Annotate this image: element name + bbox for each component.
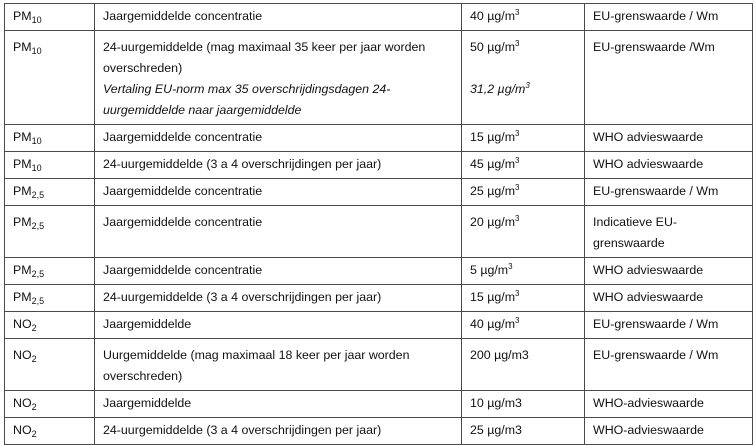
description-text: 24-uurgemiddelde (3 a 4 overschrijdingen per jaar) — [103, 157, 382, 171]
description-text: Jaargemiddelde concentratie — [103, 184, 263, 198]
description-cell — [95, 31, 462, 125]
source-cell — [585, 4, 753, 31]
description-cell — [95, 258, 462, 285]
value-cell — [462, 312, 585, 339]
pollutant-cell — [5, 31, 95, 125]
source-text: Indicatieve EU-grenswaarde — [593, 215, 678, 250]
table-row — [5, 31, 753, 125]
pollutant-subscript: 2,5 — [31, 221, 45, 231]
table-row — [5, 125, 753, 152]
description-cell — [95, 206, 462, 258]
pollutant-symbol: PM — [13, 130, 32, 144]
description-cell — [95, 4, 462, 31]
value-text: 200 µg/m3 — [470, 348, 529, 362]
source-cell — [585, 258, 753, 285]
pollutant-subscript: 10 — [31, 15, 42, 25]
pollutant-symbol: NO — [13, 396, 32, 410]
description-cell — [95, 179, 462, 206]
value-text: 10 µg/m3 — [470, 396, 522, 410]
pollutant-subscript: 2,5 — [31, 269, 45, 279]
source-text: WHO advieswaarde — [593, 290, 704, 304]
value-superscript: 3 — [515, 289, 520, 298]
pollutant-cell — [5, 418, 95, 445]
description-cell — [95, 312, 462, 339]
description-text: Jaargemiddelde concentratie — [103, 130, 263, 144]
value-text: 20 µg/m — [470, 215, 516, 229]
conversion-note: Vertaling EU-norm max 35 overschrijdingsdagen 24-uurgemiddelde naar jaargemiddelde — [103, 82, 391, 117]
description-text: Jaargemiddelde concentratie — [103, 9, 263, 23]
pollutant-cell — [5, 179, 95, 206]
pollutant-cell — [5, 152, 95, 179]
table-row — [5, 206, 753, 258]
pollutant-cell — [5, 258, 95, 285]
source-cell — [585, 391, 753, 418]
value-text: 15 µg/m — [470, 290, 516, 304]
source-cell — [585, 152, 753, 179]
table-row — [5, 258, 753, 285]
value-superscript: 3 — [508, 262, 513, 271]
value-superscript: 3 — [515, 214, 520, 223]
source-cell — [585, 418, 753, 445]
pollutant-cell — [5, 339, 95, 391]
source-text: WHO-advieswaarde — [593, 423, 704, 437]
pollutant-cell — [5, 206, 95, 258]
source-text: WHO advieswaarde — [593, 130, 704, 144]
value-cell — [462, 152, 585, 179]
description-cell — [95, 152, 462, 179]
pollutant-cell — [5, 4, 95, 31]
value-superscript: 3 — [515, 156, 520, 165]
description-text: 24-uurgemiddelde (3 a 4 overschrijdingen per jaar) — [103, 423, 382, 437]
value-cell — [462, 339, 585, 391]
source-text: EU-grenswaarde / Wm — [593, 184, 719, 198]
value-text: 40 µg/m — [470, 9, 516, 23]
pollutant-subscript: 2,5 — [31, 190, 45, 200]
source-text: EU-grenswaarde / Wm — [593, 317, 719, 331]
source-text: EU-grenswaarde /Wm — [593, 40, 715, 54]
table-row — [5, 339, 753, 391]
source-cell — [585, 179, 753, 206]
pollutant-symbol: PM — [13, 263, 32, 277]
source-cell — [585, 312, 753, 339]
table-row — [5, 312, 753, 339]
source-cell — [585, 206, 753, 258]
source-cell — [585, 125, 753, 152]
source-cell — [585, 339, 753, 391]
value-superscript: 3 — [515, 316, 520, 325]
source-text: WHO advieswaarde — [593, 263, 704, 277]
value-superscript: 3 — [515, 39, 520, 48]
value-text: 25 µg/m — [470, 184, 516, 198]
table-row — [5, 152, 753, 179]
pollutant-symbol: PM — [13, 9, 32, 23]
description-cell — [95, 125, 462, 152]
value-superscript: 3 — [515, 8, 520, 17]
description-text: Uurgemiddelde (mag maximaal 18 keer per jaar worden overschreden) — [103, 348, 410, 383]
pollutant-subscript: 2 — [31, 354, 37, 364]
value-text: 50 µg/m — [470, 40, 516, 54]
source-text: WHO-advieswaarde — [593, 396, 704, 410]
source-cell — [585, 31, 753, 125]
description-text: Jaargemiddelde concentratie — [103, 263, 263, 277]
note-value-text: 31,2 $\mu g/m^3$ — [470, 81, 530, 96]
value-superscript: 3 — [515, 129, 520, 138]
value-cell — [462, 206, 585, 258]
description-cell — [95, 285, 462, 312]
description-cell — [95, 418, 462, 445]
pollutant-symbol: NO — [13, 317, 32, 331]
source-cell — [585, 285, 753, 312]
value-cell — [462, 418, 585, 445]
value-cell — [462, 31, 585, 125]
pollutant-subscript: 2 — [31, 323, 37, 333]
pollutant-subscript: 2 — [31, 429, 37, 439]
pollutant-subscript: 10 — [31, 136, 42, 146]
value-cell — [462, 4, 585, 31]
value-superscript: 3 — [515, 183, 520, 192]
pollutant-cell — [5, 125, 95, 152]
pollutant-cell — [5, 285, 95, 312]
description-text: 24-uurgemiddelde (3 a 4 overschrijdingen per jaar) — [103, 290, 382, 304]
source-text: EU-grenswaarde / Wm — [593, 9, 719, 23]
description-text: Jaargemiddelde concentratie — [103, 215, 263, 229]
value-cell — [462, 391, 585, 418]
pollutant-subscript: 10 — [31, 46, 42, 56]
value-text: 15 µg/m — [470, 130, 516, 144]
table-row — [5, 4, 753, 31]
description-text: 24-uurgemiddelde (mag maximaal 35 keer per jaar worden overschreden) — [103, 40, 426, 75]
description-cell — [95, 391, 462, 418]
pollutant-subscript: 2,5 — [31, 296, 45, 306]
description-text: Jaargemiddelde — [103, 317, 192, 331]
pollutant-symbol: PM — [13, 215, 32, 229]
value-text: 45 µg/m — [470, 157, 516, 171]
value-cell — [462, 179, 585, 206]
value-text: 25 µg/m3 — [470, 423, 522, 437]
pollutant-symbol: PM — [13, 157, 32, 171]
description-cell — [95, 339, 462, 391]
pollutant-symbol: NO — [13, 423, 32, 437]
air-quality-standards-table — [4, 3, 753, 445]
table-row — [5, 418, 753, 445]
description-text: Jaargemiddelde — [103, 396, 192, 410]
value-text: 5 µg/m — [470, 263, 509, 277]
pollutant-symbol: PM — [13, 184, 32, 198]
pollutant-symbol: NO — [13, 348, 32, 362]
pollutant-cell — [5, 391, 95, 418]
value-cell — [462, 258, 585, 285]
pollutant-symbol: PM — [13, 290, 32, 304]
value-text: 40 µg/m — [470, 317, 516, 331]
source-text: WHO advieswaarde — [593, 157, 704, 171]
value-cell — [462, 125, 585, 152]
source-text: EU-grenswaarde / Wm — [593, 348, 719, 362]
pollutant-cell — [5, 312, 95, 339]
pollutant-subscript: 2 — [31, 402, 37, 412]
table-row — [5, 285, 753, 312]
pollutant-symbol: PM — [13, 40, 32, 54]
value-cell — [462, 285, 585, 312]
table-row — [5, 179, 753, 206]
table-row — [5, 391, 753, 418]
pollutant-subscript: 10 — [31, 163, 42, 173]
